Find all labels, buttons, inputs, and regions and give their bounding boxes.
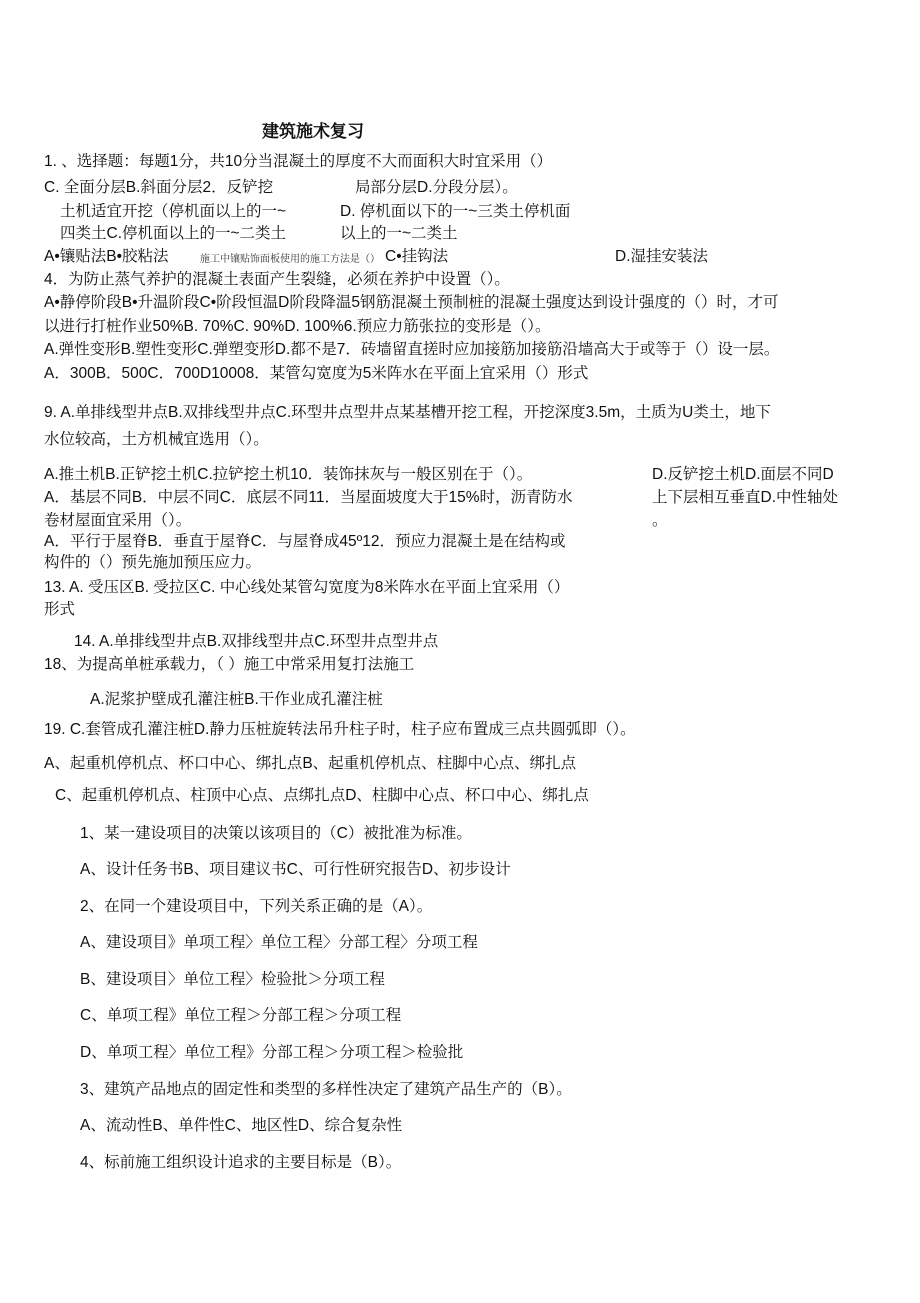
- text-line: A•镶贴法B•胶粘法: [44, 248, 169, 265]
- text-line: 土机适宜开挖（停机面以上的一~: [60, 203, 287, 220]
- text-line: A.推土机B.正铲挖土机C.拉铲挖土机10．装饰抹灰与一般区别在于（）。: [44, 466, 533, 483]
- text-line: 4．为防止蒸气养护的混凝土表面产生裂缝，必须在养护中设置（）。: [44, 271, 510, 288]
- text-line: 1. 、选择题：每题1分，共10分当混凝土的厚度不大而面积大时宜采用（）: [44, 153, 553, 170]
- document-title: 建筑施术复习: [262, 122, 364, 141]
- text-line: A、流动性B、单件性C、地区性D、综合复杂性: [80, 1117, 403, 1134]
- text-line: 3、建筑产品地点的固定性和类型的多样性决定了建筑产品生产的（B）。: [80, 1081, 572, 1098]
- text-line: A•静停阶段B•升温阶段C•阶段恒温D阶段降温5钢筋混凝土预制桩的混凝土强度达到设计强度的（）时，才可: [44, 294, 779, 311]
- text-line: A.弹性变形B.塑性变形C.弹塑变形D.都不是7．砖墙留直搓时应加接筋加接筋沿墙高大于或等于（）设一层。: [44, 341, 780, 358]
- text-line: 构件的（）预先施加预压应力。: [44, 554, 262, 571]
- text-line: A．基层不同B．中层不同C．底层不同11．当屋面坡度大于15%时，沥青防水: [44, 489, 573, 506]
- text-line: B、建设项目〉单位工程〉检验批＞分项工程: [80, 971, 385, 988]
- text-line: 18、为提高单桩承载力，（ ）施工中常采用复打法施工: [44, 656, 415, 673]
- text-line: 4、标前施工组织设计追求的主要目标是（B）。: [80, 1154, 402, 1171]
- text-line: 1、某一建设项目的决策以该项目的（C）被批准为标准。: [80, 825, 472, 842]
- text-line: C、单项工程》单位工程＞分部工程＞分项工程: [80, 1007, 402, 1024]
- text-line: D. 停机面以下的一~三类土停机面: [340, 203, 571, 220]
- text-line: 上下层相互垂直D.中性轴处: [652, 489, 839, 506]
- text-line: A．300B．500C．700D10008．某管勾宽度为5米阵水在平面上宜采用（）形式: [44, 365, 589, 382]
- text-line: A.泥浆护壁成孔灌注桩B.干作业成孔灌注桩: [90, 691, 383, 708]
- text-line: A、设计任务书B、项目建议书C、可行性研究报告D、初步设计: [80, 861, 511, 878]
- text-line: A．平行于屋脊B．垂直于屋脊C．与屋脊成45º12．预应力混凝土是在结构或: [44, 533, 566, 550]
- text-line: 水位较高，土方机械宜选用（）。: [44, 431, 269, 448]
- text-line: 13. A. 受压区B. 受拉区C. 中心线处某管勾宽度为8米阵水在平面上宜采用（）: [44, 579, 570, 596]
- text-line: 2、在同一个建设项目中，下列关系正确的是（A）。: [80, 898, 433, 915]
- text-line: 形式: [44, 601, 76, 618]
- text-line: 。: [652, 512, 668, 529]
- text-line: 局部分层D.分段分层）。: [355, 179, 518, 196]
- text-line: 14. A.单排线型井点B.双排线型井点C.环型井点型井点: [74, 633, 439, 650]
- text-line: 四类土C.停机面以上的一~二类土: [60, 225, 287, 242]
- text-line: C. 全面分层B.斜面分层2．反铲挖: [44, 179, 274, 196]
- text-line: D.反铲挖土机D.面层不同D: [652, 466, 834, 483]
- text-line: C•挂钩法: [385, 248, 449, 265]
- text-line: C、起重机停机点、柱顶中心点、点绑扎点D、柱脚中心点、杯口中心、绑扎点: [55, 787, 589, 804]
- small-note-text: 施工中镶贴饰面板使用的施工方法是（）: [200, 254, 380, 265]
- text-line: D、单项工程〉单位工程》分部工程＞分项工程＞检验批: [80, 1044, 464, 1061]
- text-line: A、起重机停机点、杯口中心、绑扎点B、起重机停机点、柱脚中心点、绑扎点: [44, 755, 577, 772]
- text-line: 卷材屋面宜采用（）。: [44, 512, 192, 529]
- text-line: D.湿挂安装法: [615, 248, 709, 265]
- text-line: 以上的一~二类土: [340, 225, 458, 242]
- text-line: A、建设项目》单项工程〉单位工程〉分部工程〉分项工程: [80, 934, 478, 951]
- text-line: 19. C.套管成孔灌注桩D.静力压桩旋转法吊升柱子时，柱子应布置成三点共圆弧即（）。: [44, 721, 636, 738]
- text-line: 9. A.单排线型井点B.双排线型井点C.环型井点型井点某基槽开挖工程，开挖深度3.5m，土质为U类土，地下: [44, 404, 771, 421]
- text-line: 以进行打桩作业50%B. 70%C. 90%D. 100%6.预应力筋张拉的变形是（）。: [44, 318, 551, 335]
